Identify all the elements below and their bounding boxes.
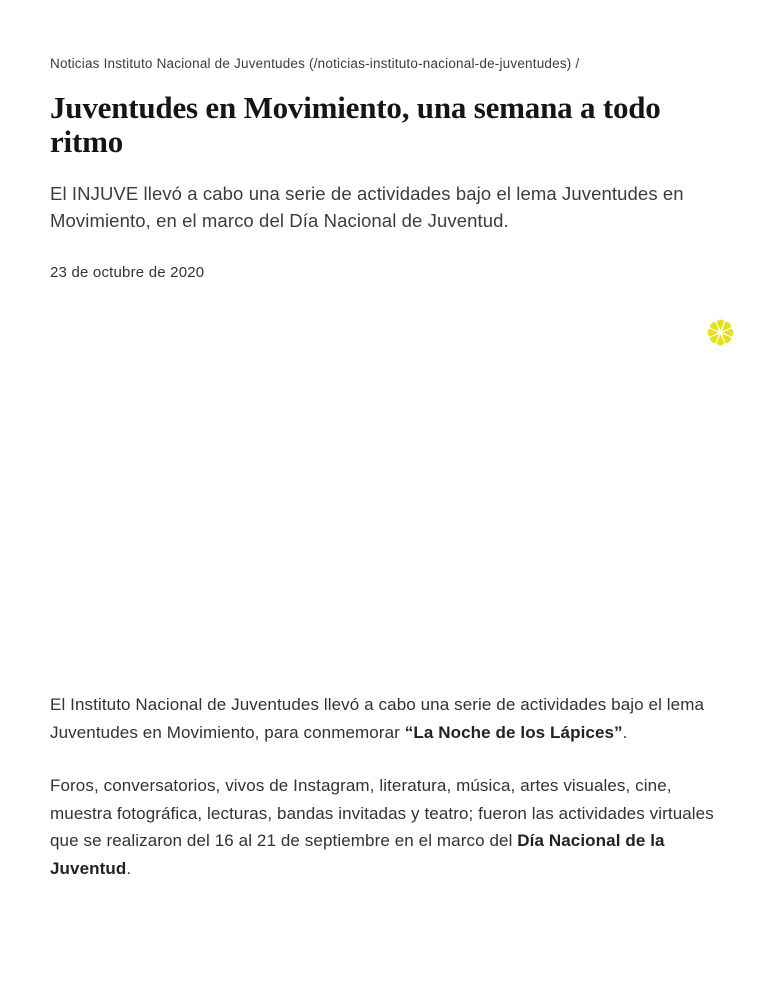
breadcrumb (50, 56, 728, 71)
paragraph-text: . (622, 722, 628, 742)
article-date: 23 de octubre de 2020 (50, 264, 205, 281)
breadcrumb-link-noticias[interactable]: Noticias Instituto Nacional de Juventudes (/noticias-instituto-nacional-de-juventudes) (50, 56, 572, 71)
article-image-placeholder (50, 286, 728, 691)
paragraph-text: El Instituto Nacional de Juventudes llevó a cabo una serie de actividades bajo el lema Juventudes en Movimiento, para conmemorar (50, 695, 705, 742)
breadcrumb-separator: / (575, 56, 580, 71)
article-lede: El INJUVE llevó a cabo una serie de actividades bajo el lema Juventudes en Movimiento, en el marco del Día Nacional de Juventud. (50, 183, 684, 231)
paragraph-bold-text: “La Noche de los Lápices” (404, 722, 623, 742)
body-paragraph (50, 691, 720, 746)
asterisk-loading-spinner-icon (707, 319, 734, 346)
paragraph-text: . (126, 858, 132, 878)
paragraph-bold-text: Día Nacional de la Juventud (50, 831, 665, 878)
page-title: Juventudes en Movimiento, una semana a todo ritmo (50, 90, 661, 159)
body-paragraph (50, 772, 720, 882)
paragraph-text: Foros, conversatorios, vivos de Instagram, literatura, música, artes visuales, cine, muestra fotográfica, lecturas, bandas invitadas y teatro; fueron las actividades virtuales que se realizaron del 16 al 21 de septiembre en el marco del (50, 776, 714, 850)
